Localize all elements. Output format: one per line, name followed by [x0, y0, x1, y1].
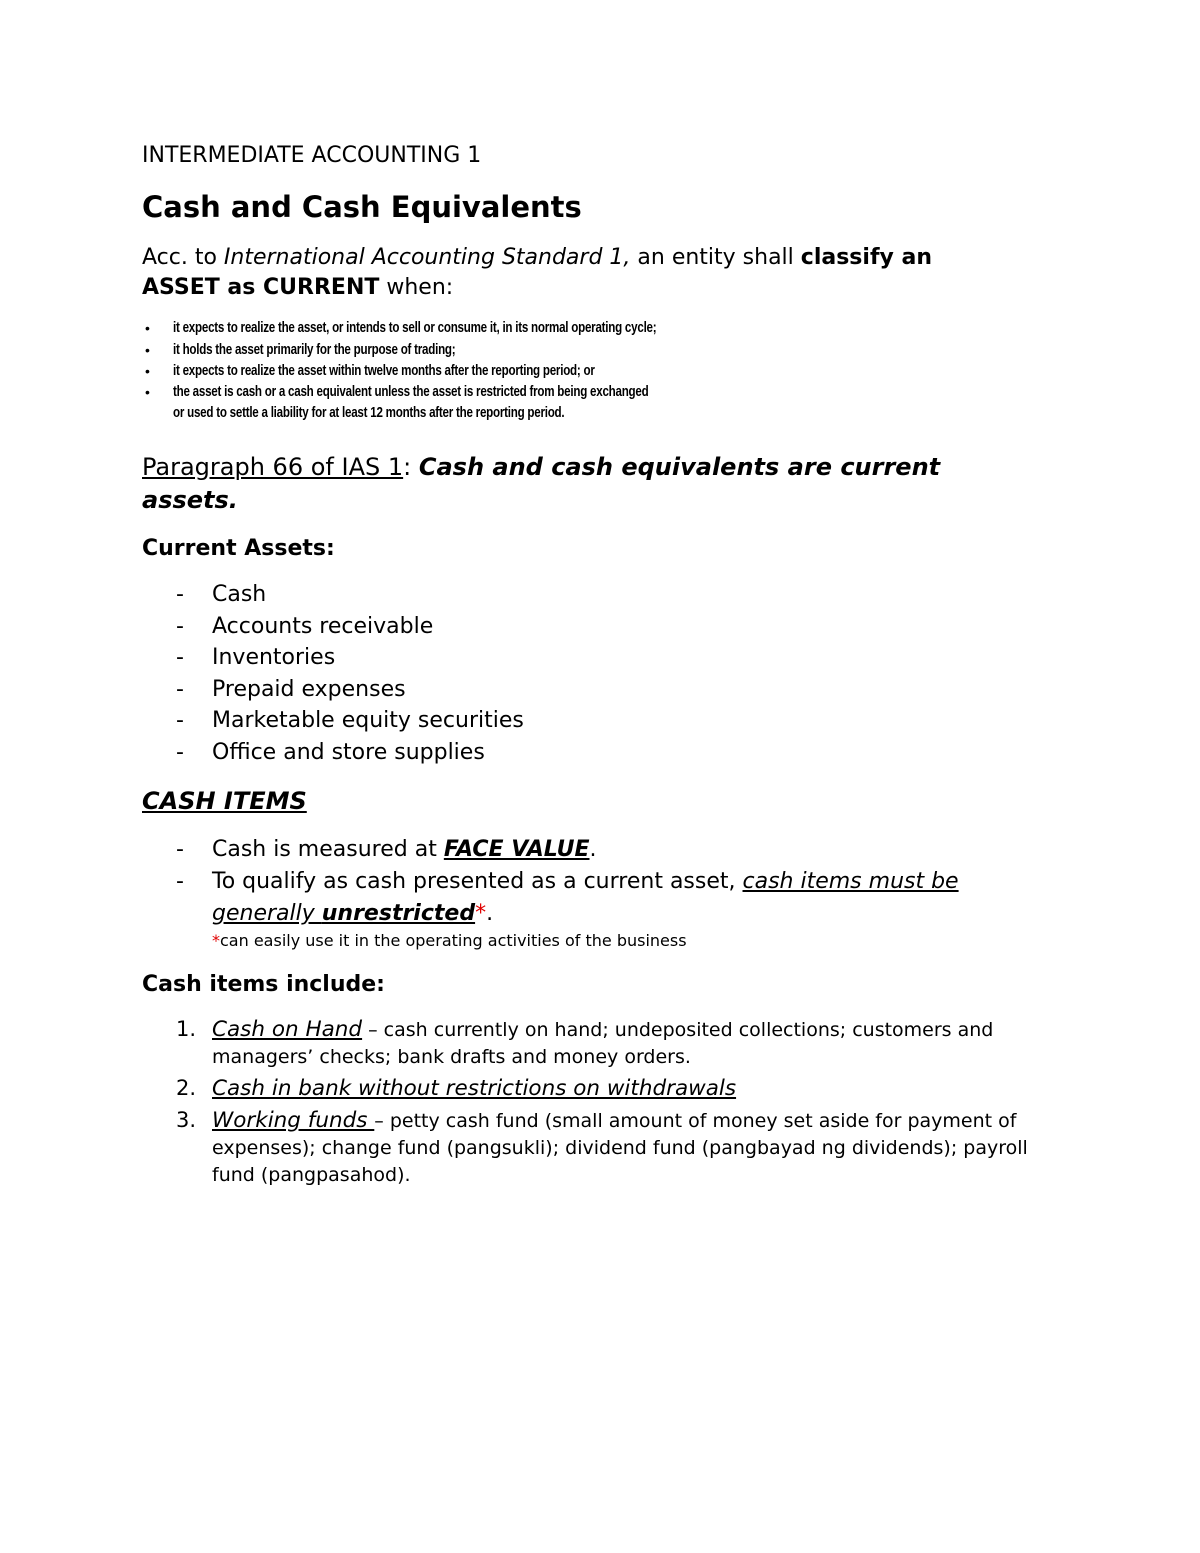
intro-prefix: Acc. to — [142, 245, 224, 270]
dash-marker: - — [176, 869, 184, 894]
criteria-text: it holds the asset primarily for the purpose of trading; — [173, 342, 456, 358]
intro-middle: an entity shall — [630, 245, 801, 270]
intro-suffix: when: — [379, 275, 454, 300]
criteria-text: the asset is cash or a cash equivalent unless the asset is restricted from being exchanged — [173, 384, 649, 400]
bullet-icon: • — [145, 363, 150, 379]
face-value-suffix: . — [589, 837, 597, 862]
list-item-text: Cash — [212, 582, 267, 607]
dash-marker: - — [176, 582, 184, 607]
colon: : — [403, 453, 419, 481]
cash-items-include-heading: Cash items include: — [142, 972, 385, 997]
criteria-text: it expects to realize the asset, or intends to sell or consume it, in its normal operating cycle; — [173, 320, 657, 336]
intro-bold-b: ASSET as CURRENT — [142, 275, 380, 300]
list-item-text: Inventories — [212, 645, 336, 671]
list-item — [142, 1107, 1062, 1189]
page-title: Cash and Cash Equivalents — [142, 190, 582, 224]
cash-items-list — [142, 834, 1062, 952]
footnote — [142, 930, 1062, 952]
qualify-emphasis: cash items must be generally — [212, 869, 959, 926]
dash-marker: - — [176, 837, 184, 862]
item-description: – petty cash fund (small amount of money set aside for payment of expenses); change fund (pangsukli); dividend fund (pangbayad ng dividends); payroll fund (pangpasahod). — [212, 1110, 1028, 1186]
list-item-text: Prepaid expenses — [212, 676, 406, 702]
list-number: 2. — [176, 1076, 197, 1100]
list-number: 1. — [176, 1017, 197, 1041]
intro-bold-a: classify an — [800, 245, 933, 270]
qualify-prefix: To qualify as cash presented as a current asset, — [212, 869, 743, 894]
item-term: Cash in bank without restrictions on withdrawals — [212, 1076, 737, 1101]
item-description: – cash currently on hand; undeposited collections; customers and managers’ checks; bank drafts and money orders. — [212, 1019, 994, 1068]
list-item-text: Office and store supplies — [212, 739, 485, 765]
list-item-text: Accounts receivable — [212, 613, 434, 639]
list-item-text: Marketable equity securities — [212, 708, 524, 734]
current-assets-heading: Current Assets: — [142, 536, 335, 561]
course-title: INTERMEDIATE ACCOUNTING 1 — [142, 143, 482, 168]
asterisk-marker: * — [212, 931, 220, 950]
qualify-suffix: . — [486, 901, 494, 926]
dash-marker: - — [176, 676, 184, 702]
list-item — [142, 1016, 1062, 1071]
asterisk-marker: * — [475, 901, 487, 926]
item-term: Working funds — [212, 1108, 375, 1133]
dash-marker: - — [176, 613, 184, 639]
standard-name: International Accounting Standard 1, — [223, 245, 631, 270]
footnote-text: can easily use it in the operating activities of the business — [220, 931, 687, 950]
unrestricted-emphasis: unrestricted — [321, 901, 476, 926]
intro-paragraph — [142, 243, 1042, 303]
dash-marker: - — [176, 739, 184, 765]
bullet-icon: • — [145, 342, 150, 358]
dash-marker: - — [176, 708, 184, 734]
cash-items-include-list — [142, 1016, 1062, 1193]
cash-items-heading: CASH ITEMS — [142, 787, 307, 815]
face-value-prefix: Cash is measured at — [212, 837, 444, 862]
criteria-text: it expects to realize the asset within twelve months after the reporting period; or — [173, 363, 595, 379]
item-term: Cash on Hand — [212, 1017, 363, 1042]
paragraph-66-statement: Cash and cash equivalents are current assets. — [142, 453, 941, 514]
list-item — [142, 1075, 1062, 1103]
face-value-emphasis: FACE VALUE — [443, 837, 590, 862]
dash-marker: - — [176, 645, 184, 671]
list-item — [142, 866, 1062, 930]
list-number: 3. — [176, 1108, 197, 1132]
bullet-icon: • — [145, 320, 150, 336]
bullet-icon: • — [145, 384, 150, 400]
criteria-text: or used to settle a liability for at least 12 months after the reporting period. — [173, 405, 565, 421]
ias-reference: Paragraph 66 of IAS 1 — [142, 453, 404, 481]
criteria-image — [142, 318, 742, 430]
paragraph-66 — [142, 451, 1022, 517]
list-item — [142, 834, 1062, 866]
